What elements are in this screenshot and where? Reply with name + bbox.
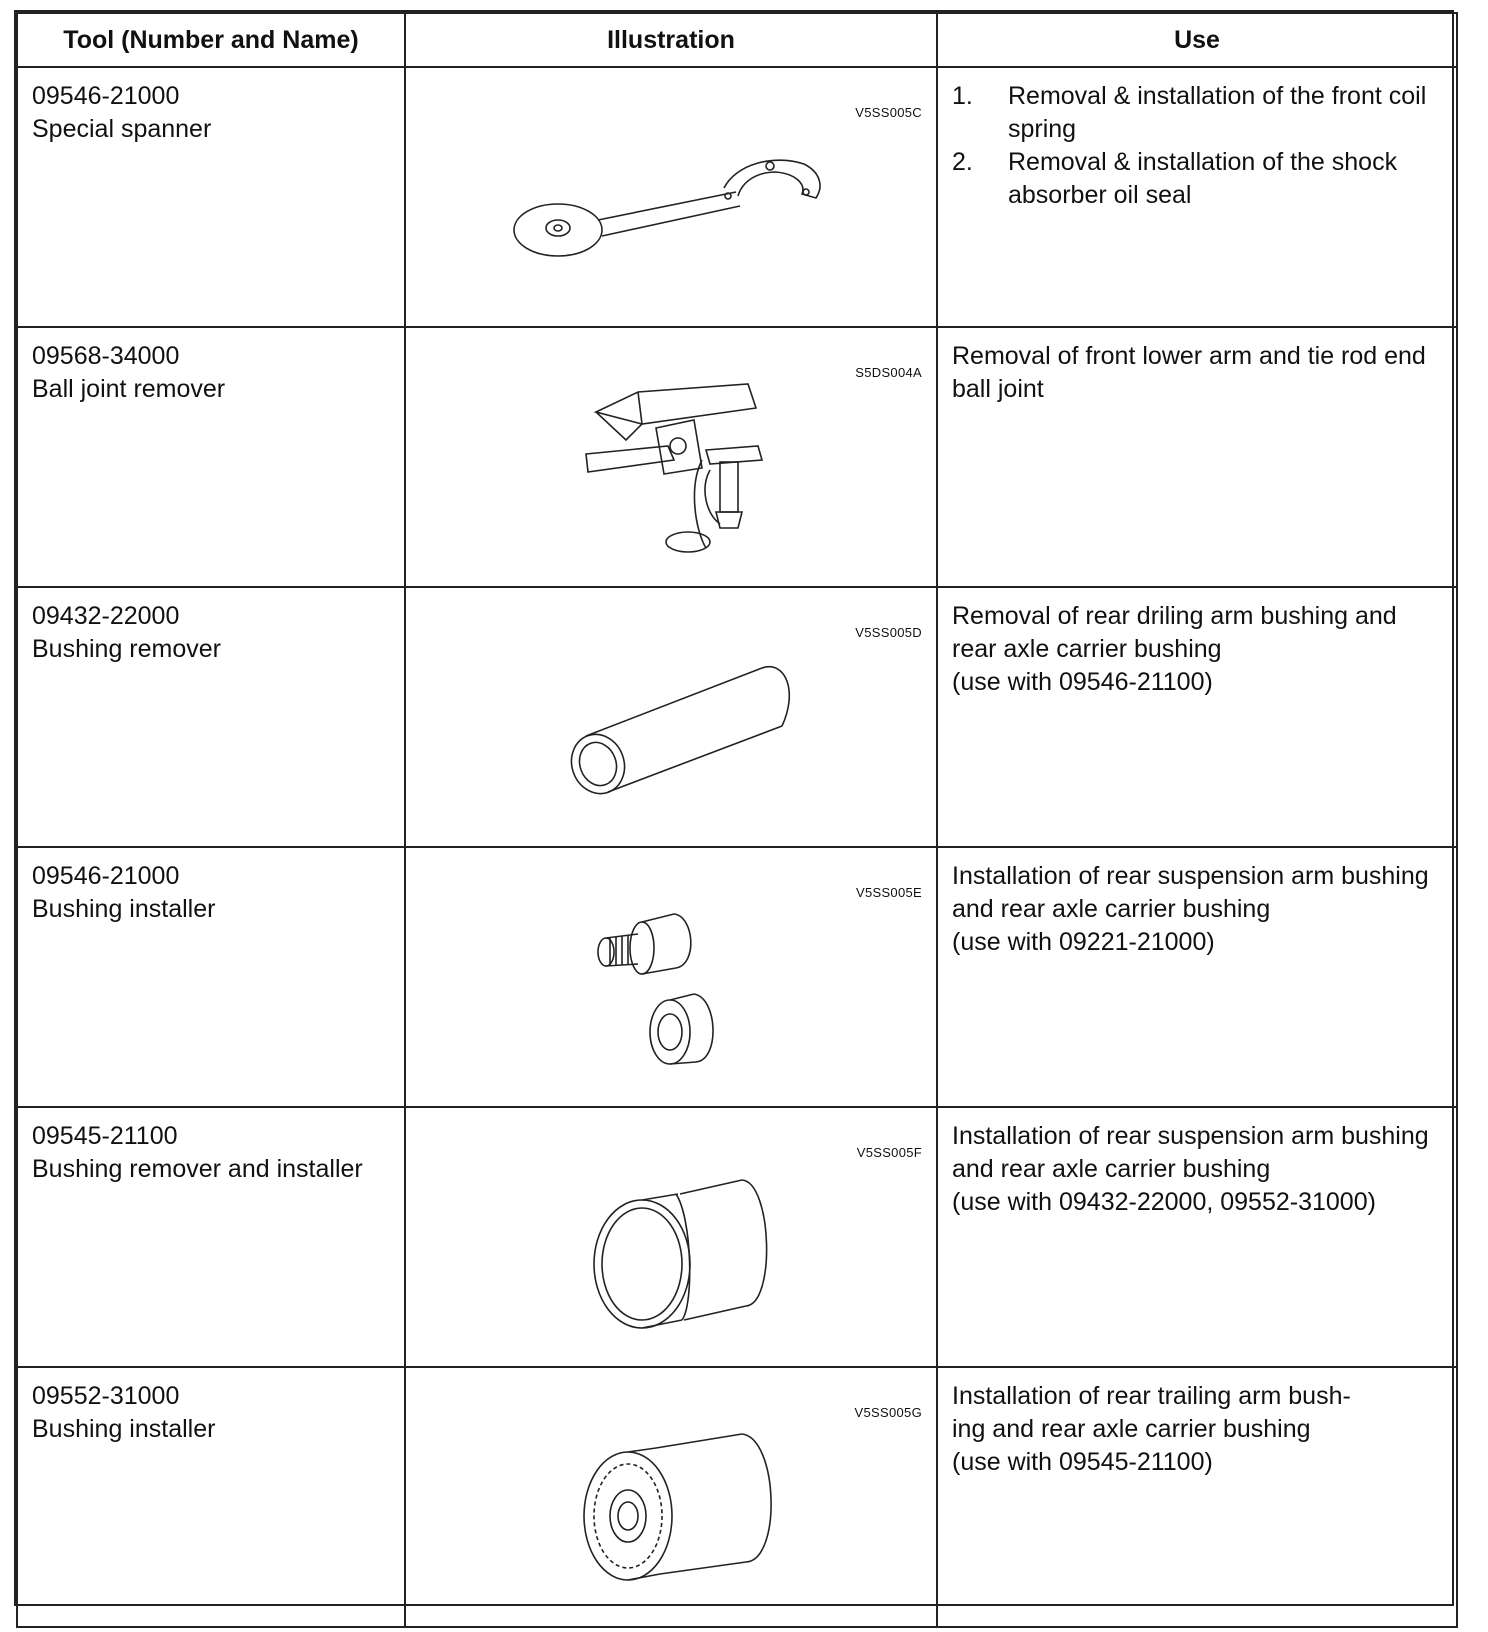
- figure-code: S5DS004A: [855, 365, 922, 380]
- use-cell: [937, 587, 1457, 847]
- use-cell: [937, 327, 1457, 587]
- tool-cell: [17, 847, 405, 1107]
- illustration-cell: [405, 847, 937, 1107]
- figure-code: V5SS005E: [855, 885, 922, 900]
- use-note: (use with 09546-21100): [952, 668, 1213, 696]
- tool-cell: [17, 327, 405, 587]
- ball-joint-remover-icon: [406, 328, 936, 574]
- figure-code: V5SS005C: [855, 105, 922, 120]
- bushing-installer-set-icon: [406, 848, 936, 1094]
- use-list-item: 2. Removal & installation of the shock absorber oil seal: [952, 148, 1398, 209]
- tool-name: Bushing installer: [32, 1415, 216, 1443]
- use-text: Removal of rear driling arm bushing and rear axle carrier bushing: [952, 602, 1397, 663]
- figure-code: V5SS005D: [855, 625, 922, 640]
- use-text: Installation of rear suspension arm bushing and rear axle carrier bushing: [952, 862, 1429, 923]
- tool-name: Bushing installer: [32, 895, 216, 923]
- header-row: [17, 13, 1457, 67]
- special-tools-table: [16, 12, 1458, 1628]
- table-row: [17, 67, 1457, 327]
- tool-cell: [17, 1107, 405, 1367]
- use-cell: [937, 1107, 1457, 1367]
- special-tools-table-frame: [14, 10, 1454, 1606]
- tool-cell: [17, 587, 405, 847]
- illustration-cell: [405, 1107, 937, 1367]
- tube-icon: [406, 588, 936, 834]
- use-text: Removal of front lower arm and tie rod end ball joint: [952, 342, 1426, 403]
- illustration-cell: [405, 67, 937, 327]
- spanner-icon: [406, 68, 936, 314]
- table-row: [17, 327, 1457, 587]
- cylinder-sleeve-icon: [406, 1108, 936, 1354]
- tool-cell: [17, 1367, 405, 1627]
- tool-name: Bushing remover: [32, 635, 221, 663]
- use-note: (use with 09221-21000): [952, 928, 1215, 956]
- stepped-cylinder-icon: [406, 1368, 936, 1614]
- header-use: Use: [937, 13, 1457, 67]
- tool-number: 09546-21000: [32, 862, 180, 890]
- tool-number: 09545-21100: [32, 1122, 178, 1150]
- use-list-item: 1. Removal & installation of the front coil spring: [952, 82, 1427, 143]
- table-row: [17, 1107, 1457, 1367]
- use-note: (use with 09545-21100): [952, 1448, 1213, 1476]
- use-cell: [937, 847, 1457, 1107]
- illustration-cell: [405, 327, 937, 587]
- tool-number: 09552-31000: [32, 1382, 180, 1410]
- illustration-cell: [405, 587, 937, 847]
- tool-name: Special spanner: [32, 115, 212, 143]
- use-text: Installation of rear suspension arm bushing and rear axle carrier bushing: [952, 1122, 1429, 1183]
- tool-name: Ball joint remover: [32, 375, 226, 403]
- tool-cell: [17, 67, 405, 327]
- use-text-line: ing and rear axle carrier bushing: [952, 1415, 1311, 1443]
- tool-number: 09546-21000: [32, 82, 180, 110]
- tool-number: 09568-34000: [32, 342, 180, 370]
- illustration-cell: [405, 1367, 937, 1627]
- use-note: (use with 09432-22000, 09552-31000): [952, 1188, 1376, 1216]
- header-tool: Tool (Number and Name): [17, 13, 405, 67]
- figure-code: V5SS005G: [854, 1405, 922, 1420]
- use-cell: [937, 67, 1457, 327]
- table-row: [17, 1367, 1457, 1627]
- table-row: [17, 587, 1457, 847]
- use-cell: [937, 1367, 1457, 1627]
- header-illustration: Illustration: [405, 13, 937, 67]
- tool-number: 09432-22000: [32, 602, 180, 630]
- use-text-line: Installation of rear trailing arm bush-: [952, 1382, 1351, 1410]
- tool-name: Bushing remover and installer: [32, 1155, 363, 1183]
- use-list: [952, 80, 1442, 212]
- table-row: [17, 847, 1457, 1107]
- figure-code: V5SS005F: [856, 1145, 922, 1160]
